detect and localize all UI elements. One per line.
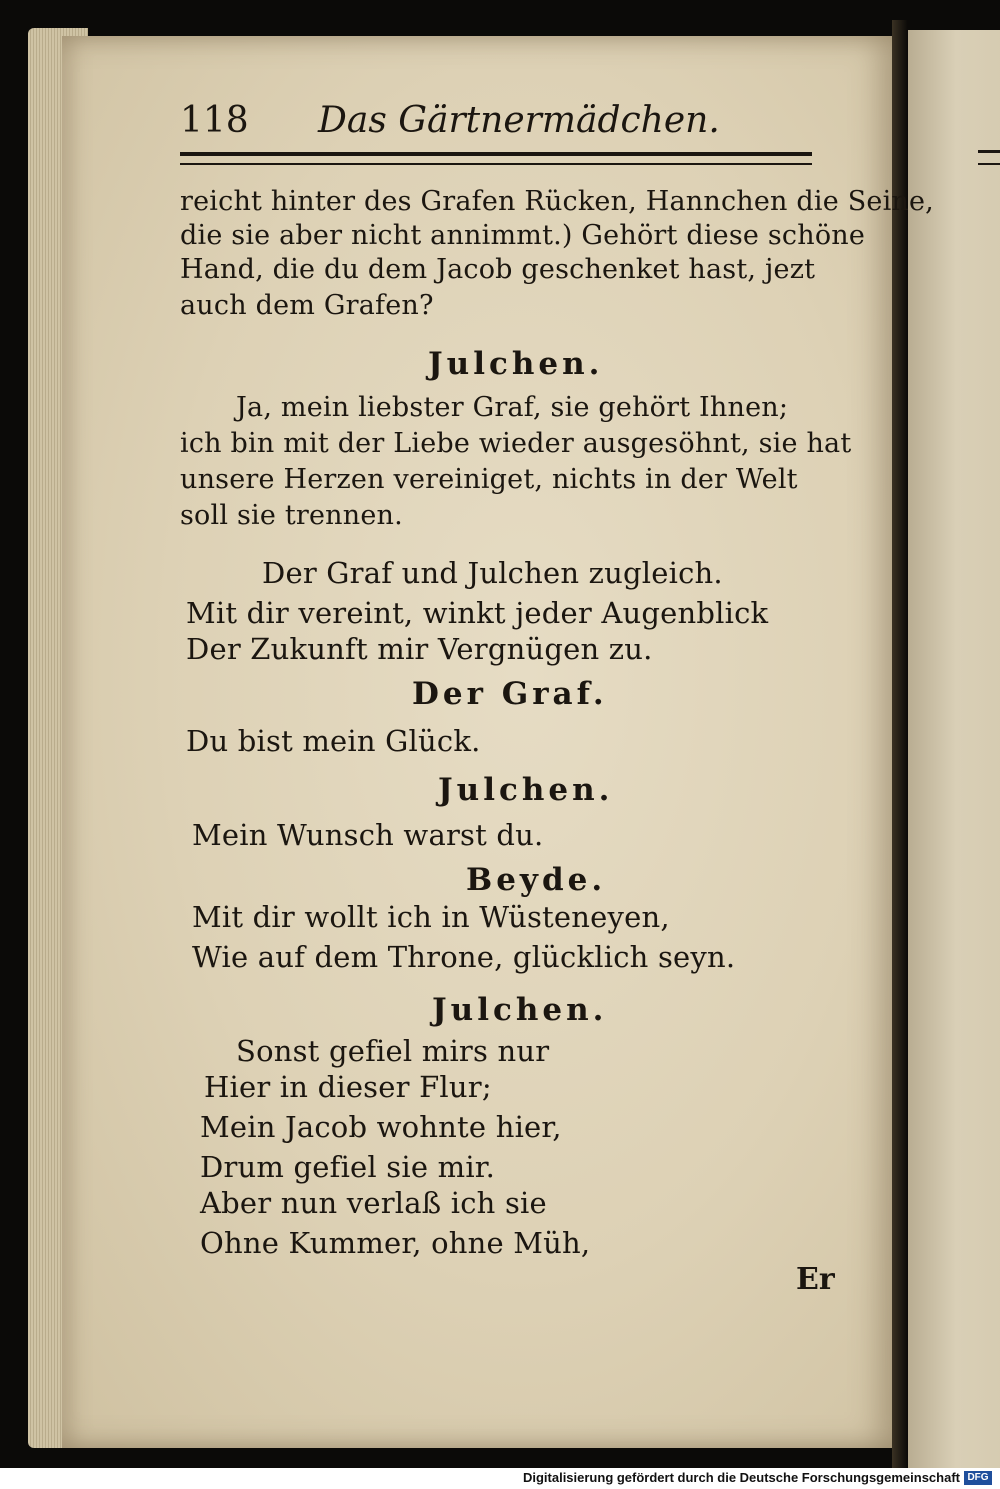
speech-line: Ja, mein liebster Graf, sie gehört Ihnen; xyxy=(236,392,789,423)
verse-line: Mit dir wollt ich in Wüsteneyen, xyxy=(192,900,670,934)
header-rule xyxy=(180,152,812,165)
dfg-logo-icon: DFG xyxy=(964,1471,992,1485)
verse-line: Sonst gefiel mirs nur xyxy=(236,1034,550,1068)
speaker-name: Der Graf. xyxy=(412,676,608,712)
speech-line: unsere Herzen vereiniget, nichts in der Welt xyxy=(180,464,798,495)
body-line: reicht hinter des Grafen Rücken, Hannchen die Seine, xyxy=(180,186,934,217)
verse-line: Du bist mein Glück. xyxy=(186,724,481,758)
verse-line: Mein Wunsch warst du. xyxy=(192,818,544,852)
speech-line: ich bin mit der Liebe wieder ausgesöhnt, sie hat xyxy=(180,428,852,459)
verse-line: Ohne Kummer, ohne Müh, xyxy=(200,1226,591,1260)
right-page-rule xyxy=(978,150,1000,165)
page-header xyxy=(180,100,820,150)
speaker-name: Julchen. xyxy=(428,346,604,382)
funding-credit: Digitalisierung gefördert durch die Deutsche Forschungsgemeinschaft xyxy=(522,1470,960,1485)
speaker-name: Julchen. xyxy=(432,992,608,1028)
speaker-name: Beyde. xyxy=(466,862,607,898)
digitization-footer xyxy=(0,1468,1000,1489)
body-line: Hand, die du dem Jacob geschenket hast, jezt xyxy=(180,254,816,285)
catchword: Er xyxy=(796,1262,835,1297)
verse-line: Mein Jacob wohnte hier, xyxy=(200,1110,562,1144)
body-line: auch dem Grafen? xyxy=(180,290,434,321)
verse-line: Wie auf dem Throne, glücklich seyn. xyxy=(192,940,736,974)
page-number: 118 xyxy=(180,100,249,141)
body-line: die sie aber nicht annimmt.) Gehört diese schöne xyxy=(180,220,866,251)
running-title: Das Gärtnermädchen. xyxy=(318,100,720,141)
verse-line: Hier in dieser Flur; xyxy=(204,1070,492,1104)
verse-line: Aber nun verlaß ich sie xyxy=(200,1186,547,1220)
book-gutter xyxy=(892,20,908,1468)
speech-line: soll sie trennen. xyxy=(180,500,403,531)
right-page-fragment xyxy=(908,30,1000,1468)
speaker-name: Der Graf und Julchen zugleich. xyxy=(262,556,723,590)
verse-line: Mit dir vereint, winkt jeder Augenblick xyxy=(186,596,769,630)
verse-line: Drum gefiel sie mir. xyxy=(200,1150,496,1184)
verse-line: Der Zukunft mir Vergnügen zu. xyxy=(186,632,653,666)
speaker-name: Julchen. xyxy=(438,772,614,808)
